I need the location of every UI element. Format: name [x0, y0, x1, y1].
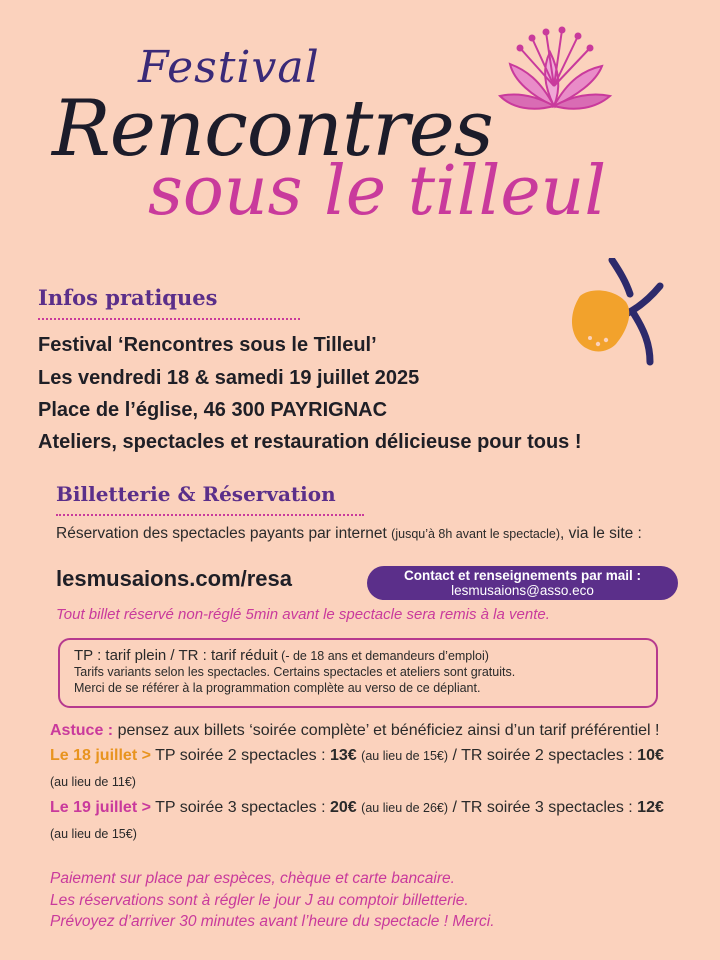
flower-icon [492, 26, 616, 126]
section-divider [56, 514, 364, 516]
festival-name-line [38, 334, 377, 357]
tarifs-box [58, 638, 658, 708]
day2-tp-price: 20€ [330, 799, 357, 816]
contact-label: Contact et renseignements par mail : [403, 568, 642, 583]
contact-badge [367, 566, 678, 600]
tarifs-line-2: Tarifs variants selon les spectacles. Certains spectacles et ateliers sont gratuits. [74, 665, 516, 679]
tarifs-definition: TP : tarif plein / TR : tarif réduit [74, 647, 278, 664]
linden-leaf-icon [560, 258, 670, 368]
day2-tr-price: 12€ [637, 799, 664, 816]
reservation-site-link[interactable]: lesmusaions.com/resa [56, 566, 293, 591]
tarifs-definition-note: (- de 18 ans et demandeurs d’emploi) [281, 649, 489, 663]
day2-tr-note: (au lieu de 15€) [50, 827, 137, 841]
reservation-note: (jusqu’à 8h avant le spectacle) [391, 527, 561, 541]
contact-email-link[interactable]: lesmusaions@asso.eco [451, 583, 594, 598]
festival-name: Rencontres sous le Tilleul [123, 334, 372, 356]
festival-name-prefix: Festival ‘ [38, 334, 124, 356]
tarifs-line-3: Merci de se référer à la programmation complète au verso de ce dépliant. [74, 681, 481, 695]
logo-festival-text: Festival [138, 42, 320, 93]
day1-tp-note: (au lieu de 15€) [361, 749, 449, 763]
day1-tp-price: 13€ [330, 747, 357, 764]
festival-name-suffix: ’ [371, 334, 377, 356]
day2-label: Le 19 juillet > [50, 799, 151, 816]
festival-description: Ateliers, spectacles et restauration délicieuse pour tous ! [38, 431, 582, 453]
section-divider [38, 318, 300, 320]
day1-label: Le 18 juillet > [50, 747, 151, 764]
festival-location: Place de l’église, 46 300 PAYRIGNAC [38, 399, 388, 421]
billetterie-heading: Billetterie & Réservation [56, 482, 336, 506]
astuce-label: Astuce : [50, 722, 114, 739]
day1-tr: / TR soirée 2 spectacles : [452, 747, 633, 764]
day2-tp: TP soirée 3 spectacles : [155, 799, 326, 816]
arrival-note: Prévoyez d’arriver 30 minutes avant l’heure du spectacle ! Merci. [50, 913, 495, 930]
astuce-block [50, 718, 680, 847]
reservation-text [56, 522, 676, 546]
day2-tp-note: (au lieu de 26€) [361, 801, 449, 815]
astuce-text: pensez aux billets ‘soirée complète’ et bénéficiez ainsi d’un tarif préférentiel ! [117, 722, 660, 739]
logo-sous-le-tilleul-text: sous le tilleul [148, 152, 607, 231]
reservation-main: Réservation des spectacles payants par internet [56, 525, 387, 542]
day2-tr: / TR soirée 3 spectacles : [452, 799, 633, 816]
closing-notes [50, 868, 495, 933]
reservation-end: , via le site : [560, 525, 642, 542]
day1-tr-price: 10€ [637, 747, 664, 764]
tarifs-line-1 [74, 648, 642, 664]
day1-tr-note: (au lieu de 11€) [50, 775, 136, 789]
infos-pratiques-heading: Infos pratiques [38, 285, 218, 310]
unpaid-ticket-warning: Tout billet réservé non-réglé 5min avant le spectacle sera remis à la vente. [56, 606, 550, 623]
logo-rencontres-text: Rencontres [52, 84, 493, 174]
day1-tp: TP soirée 2 spectacles : [155, 747, 326, 764]
payment-location-note: Les réservations sont à régler le jour J au comptoir billetterie. [50, 891, 469, 909]
festival-dates: Les vendredi 18 & samedi 19 juillet 2025 [38, 367, 420, 389]
payment-note: Paiement sur place par espèces, chèque et carte bancaire. [50, 870, 455, 887]
